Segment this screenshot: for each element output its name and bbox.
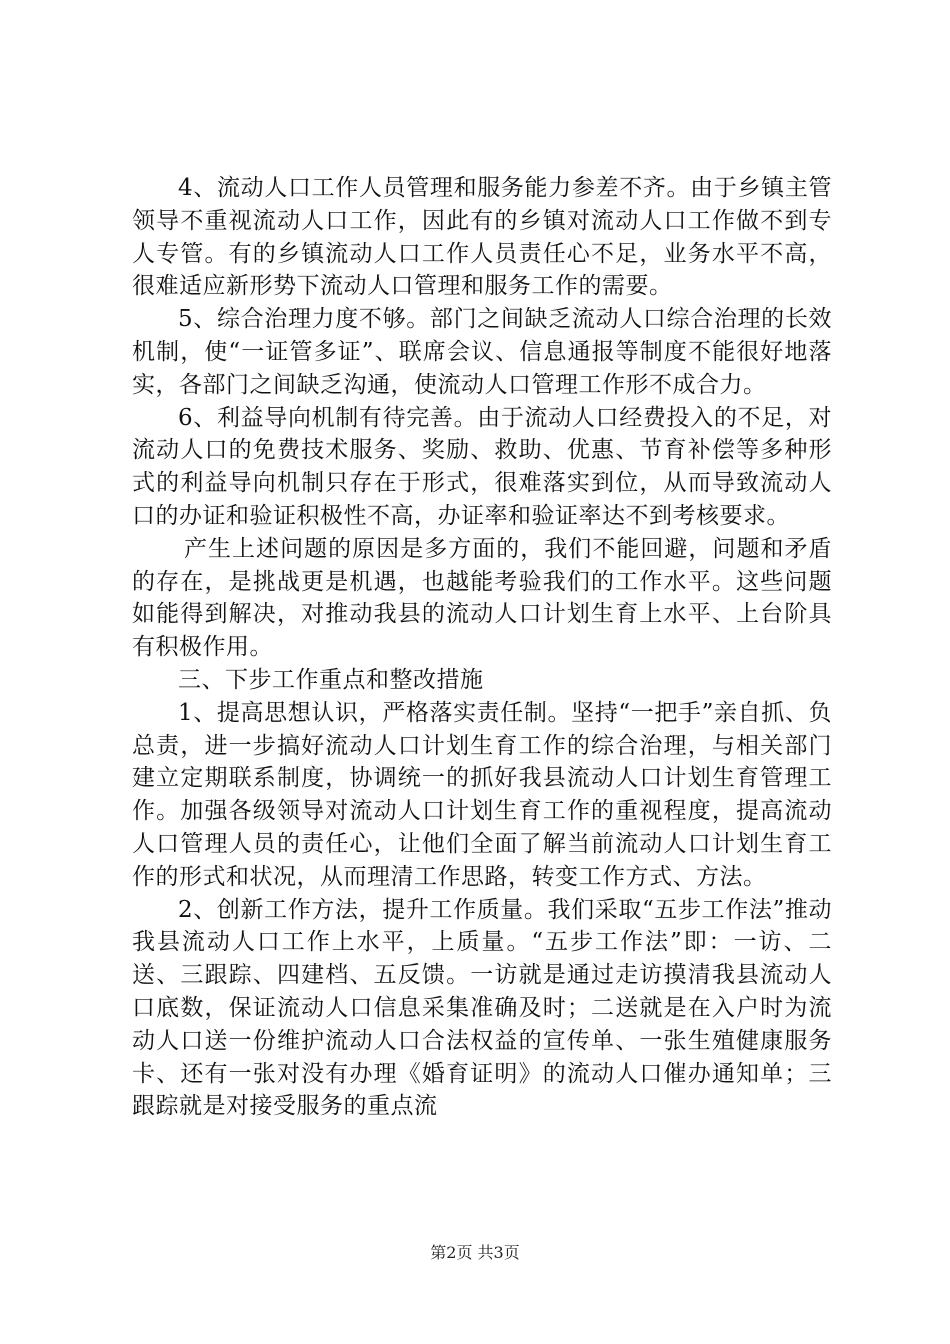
paragraph-2-work-method: 2、创新工作方法，提升工作质量。我们采取“五步工作法”推动我县流动人口工作上水平，上质量。“五步工作法”即：一访、二送、三跟踪、四建档、五反馈。一访就是通过走访摸清我县流动人口底数，保证流动人口信息采集准确及时；二送就是在入户时为流动人口送一份维护流动人口合法权益的宣传单、一张生殖健康服务卡、还有一张对没有办理《婚育证明》的流动人口催办通知单；三跟踪就是对接受服务的重点流 xyxy=(132,896,832,1120)
paragraph-5-comprehensive-governance: 5、综合治理力度不够。部门之间缺乏流动人口综合治理的长效机制，使“一证管多证”、联席会议、信息通报等制度不能很好地落实，各部门之间缺乏沟通，使流动人口管理工作形不成合力。 xyxy=(132,306,832,398)
paragraph-6-incentive-mechanism: 6、利益导向机制有待完善。由于流动人口经费投入的不足，对流动人口的免费技术服务、奖励、救助、优惠、节育补偿等多种形式的利益导向机制只存在于形式，很难落实到位，从而导致流动人口的办证和验证积极性不高，办证率和验证率达不到考核要求。 xyxy=(132,404,832,529)
paragraph-cause-summary: 产生上述问题的原因是多方面的，我们不能回避，问题和矛盾的存在，是挑战更是机遇，也越能考验我们的工作水平。这些问题如能得到解决，对推动我县的流动人口计划生育上水平、上台阶具有积极作用。 xyxy=(132,535,832,661)
section-heading-next-steps: 三、下步工作重点和整改措施 xyxy=(178,666,484,693)
paragraph-1-responsibility: 1、提高思想认识，严格落实责任制。坚持“一把手”亲自抓、负总责，进一步搞好流动人口计划生育工作的综合治理，与相关部门建立定期联系制度，协调统一的抓好我县流动人口计划生育管理工作。加强各级领导对流动人口计划生育工作的重视程度，提高流动人口管理人员的责任心，让他们全面了解当前流动人口计划生育工作的形式和状况，从而理清工作思路，转变工作方式、方法。 xyxy=(132,699,832,890)
page-number-footer: 第2页 共3页 xyxy=(430,1243,520,1262)
document-body xyxy=(132,172,832,1123)
paragraph-4-staff-capacity: 4、流动人口工作人员管理和服务能力参差不齐。由于乡镇主管领导不重视流动人口工作，因此有的乡镇对流动人口工作做不到专人专管。有的乡镇流动人口工作人员责任心不足，业务水平不高，很难适应新形势下流动人口管理和服务工作的需要。 xyxy=(132,175,832,300)
